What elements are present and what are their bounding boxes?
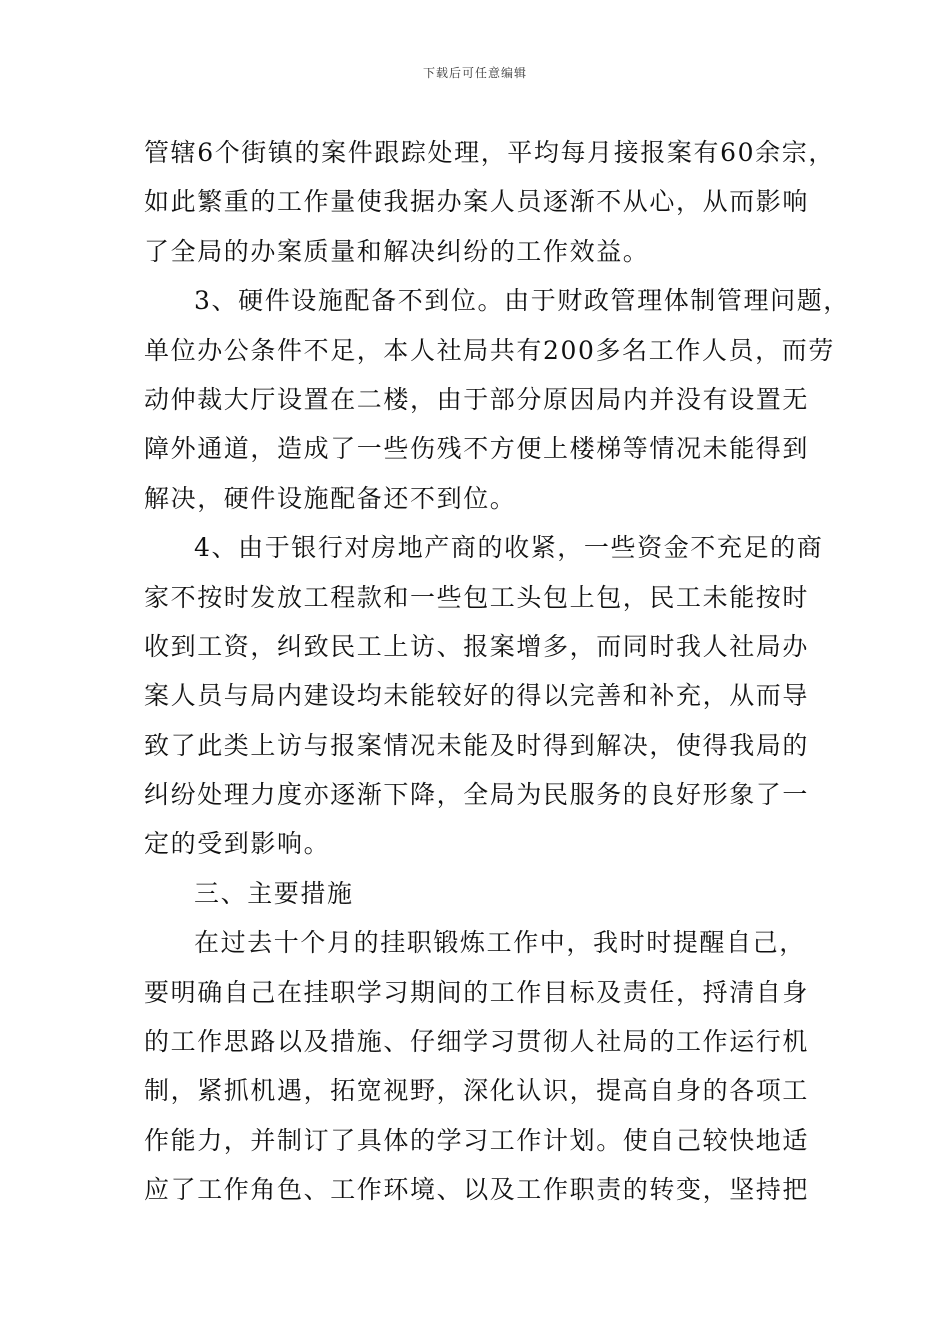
text-line: 作能力，并制订了具体的学习工作计划。使自己较快地适 (144, 1125, 810, 1155)
text-line: 障外通道，造成了一些伤残不方便上楼梯等情况未能得到 (144, 434, 810, 464)
text-line: 在过去十个月的挂职锻炼工作中，我时时提醒自己， (194, 928, 806, 958)
text-line: 动仲裁大厅设置在二楼，由于部分原因局内并没有设置无 (144, 384, 810, 414)
text-line: 单位办公条件不足，本人社局共有200多名工作人员，而劳 (144, 335, 835, 365)
text-line: 3、硬件设施配备不到位。由于财政管理体制管理问题， (194, 286, 850, 316)
body-text (144, 128, 850, 1215)
text-line: 家不按时发放工程款和一些包工头包上包，民工未能按时 (144, 582, 810, 612)
text-line: 管辖6个街镇的案件跟踪处理，平均每月接报案有60余宗， (144, 138, 835, 167)
text-line: 应了工作角色、工作环境、以及工作职责的转变，坚持把 (144, 1175, 810, 1205)
text-line: 解决，硬件设施配备还不到位。 (144, 483, 517, 513)
text-line: 制，紧抓机遇，拓宽视野，深化认识，提高自身的各项工 (144, 1076, 810, 1106)
text-line: 的工作思路以及措施、仔细学习贯彻人社局的工作运行机 (144, 1027, 810, 1057)
text-line: 致了此类上访与报案情况未能及时得到解决，使得我局的 (144, 730, 810, 760)
text-line: 三、主要措施 (194, 878, 354, 908)
page-header: 下载后可任意编辑 (422, 66, 527, 80)
text-line: 4、由于银行对房地产商的收紧，一些资金不充足的商 (194, 533, 824, 563)
text-line: 纠纷处理力度亦逐渐下降，全局为民服务的良好形象了一 (144, 780, 810, 810)
text-line: 案人员与局内建设均未能较好的得以完善和补充，从而导 (144, 681, 810, 711)
text-line: 定的受到影响。 (144, 829, 331, 859)
text-line: 收到工资，纠致民工上访、报案增多，而同时我人社局办 (144, 631, 810, 661)
text-line: 要明确自己在挂职学习期间的工作目标及责任，捋清自身 (144, 977, 810, 1007)
text-line: 了全局的办案质量和解决纠纷的工作效益。 (144, 236, 650, 266)
text-line: 如此繁重的工作量使我据办案人员逐渐不从心，从而影响 (144, 187, 810, 217)
